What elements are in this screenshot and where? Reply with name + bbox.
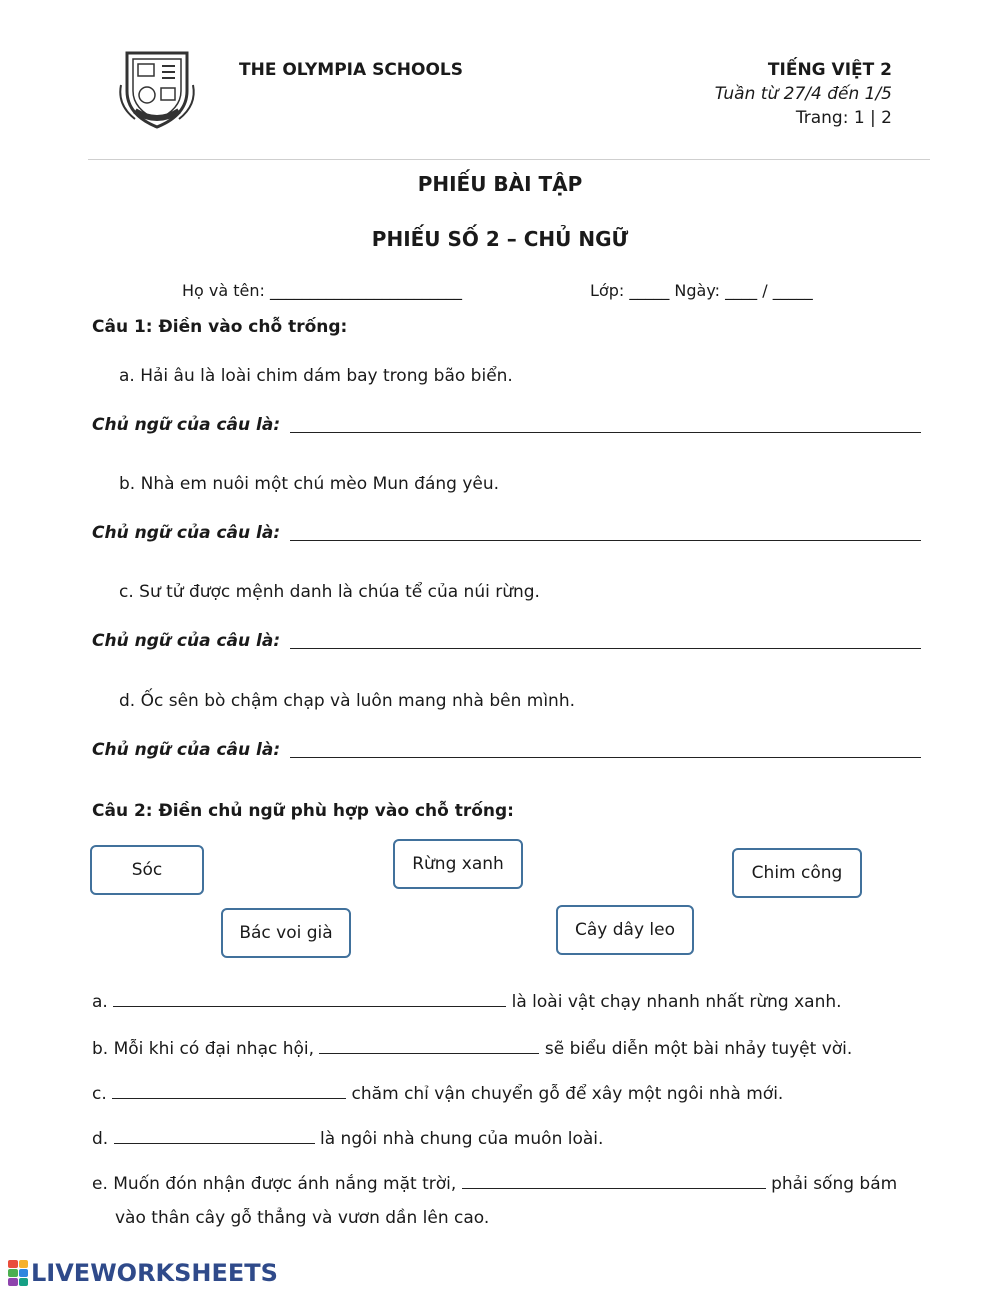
class-date-field[interactable]: Lớp: _____ Ngày: ____ / _____: [590, 281, 813, 300]
worksheet-title: PHIẾU BÀI TẬP: [417, 172, 583, 196]
q1-answer-line-c[interactable]: [290, 648, 921, 649]
q2-sentence-e-continuation: vào thân cây gỗ thẳng và vươn dần lên cao.: [115, 1208, 490, 1228]
week-range: Tuần từ 27/4 đến 1/5: [714, 84, 892, 104]
q1-answer-line-b[interactable]: [290, 540, 921, 541]
liveworksheets-logo[interactable]: [8, 1259, 278, 1287]
q1-answer-line-a[interactable]: [290, 432, 921, 433]
page-number: Trang: 1 | 2: [795, 108, 892, 128]
q2-c-blank[interactable]: [112, 1082, 346, 1099]
q1-item-d: d. Ốc sên bò chậm chạp và luôn mang nhà bên mình.: [119, 691, 575, 711]
q2-e-blank[interactable]: [462, 1172, 766, 1189]
question-1-title: Câu 1: Điền vào chỗ trống:: [92, 317, 348, 337]
header-divider: [88, 159, 930, 160]
word-bank-rung-xanh[interactable]: Rừng xanh: [393, 839, 523, 889]
q1-answer-label-d: Chủ ngữ của câu là:: [92, 740, 281, 760]
q1-answer-label-c: Chủ ngữ của câu là:: [92, 631, 281, 651]
liveworksheets-icon: [8, 1260, 28, 1286]
q2-d-blank[interactable]: [114, 1127, 315, 1144]
q2-a-blank[interactable]: [113, 990, 506, 1007]
word-bank-bac-voi-gia[interactable]: Bác voi già: [221, 908, 351, 958]
q2-sentence-b: [92, 1037, 852, 1059]
word-bank-cay-day-leo[interactable]: Cây dây leo: [556, 905, 694, 955]
school-logo: [115, 45, 199, 131]
q1-item-b: b. Nhà em nuôi một chú mèo Mun đáng yêu.: [119, 474, 500, 494]
q2-sentence-a: [92, 990, 842, 1012]
q1-item-a: a. Hải âu là loài chim dám bay trong bão biển.: [119, 366, 513, 386]
q2-e-suffix: phải sống bám: [765, 1174, 898, 1194]
q2-b-blank[interactable]: [319, 1037, 539, 1054]
q2-b-prefix: b. Mỗi khi có đại nhạc hội,: [92, 1039, 320, 1059]
word-bank-soc[interactable]: Sóc: [90, 845, 204, 895]
q2-c-prefix: c.: [92, 1084, 113, 1104]
liveworksheets-brand: LIVEWORKSHEETS: [31, 1259, 278, 1287]
q2-b-suffix: sẽ biểu diễn một bài nhảy tuyệt vời.: [539, 1039, 853, 1059]
q2-c-suffix: chăm chỉ vận chuyển gỗ để xây một ngôi nhà mới.: [346, 1084, 784, 1104]
q1-answer-label-a: Chủ ngữ của câu là:: [92, 415, 281, 435]
q1-answer-label-b: Chủ ngữ của câu là:: [92, 523, 281, 543]
q2-a-prefix: a.: [92, 992, 114, 1012]
q1-item-c: c. Sư tử được mệnh danh là chúa tể của núi rừng.: [119, 582, 540, 602]
q2-e-prefix: e. Muốn đón nhận được ánh nắng mặt trời,: [92, 1174, 462, 1194]
school-name: THE OLYMPIA SCHOOLS: [239, 60, 464, 80]
q2-sentence-e: [92, 1172, 897, 1194]
subject-title: TIẾNG VIỆT 2: [767, 60, 892, 80]
q2-a-suffix: là loài vật chạy nhanh nhất rừng xanh.: [506, 992, 842, 1012]
q2-sentence-d: [92, 1127, 603, 1149]
worksheet-subtitle: PHIẾU SỐ 2 – CHỦ NGỮ: [371, 227, 629, 251]
q2-d-prefix: d.: [92, 1129, 114, 1149]
q1-answer-line-d[interactable]: [290, 757, 921, 758]
q2-d-suffix: là ngôi nhà chung của muôn loài.: [314, 1129, 604, 1149]
q2-sentence-c: [92, 1082, 783, 1104]
question-2-title: Câu 2: Điền chủ ngữ phù hợp vào chỗ trống:: [92, 801, 514, 821]
word-bank-chim-cong[interactable]: Chim công: [732, 848, 862, 898]
student-name-field[interactable]: Họ và tên: ________________________: [182, 281, 462, 300]
